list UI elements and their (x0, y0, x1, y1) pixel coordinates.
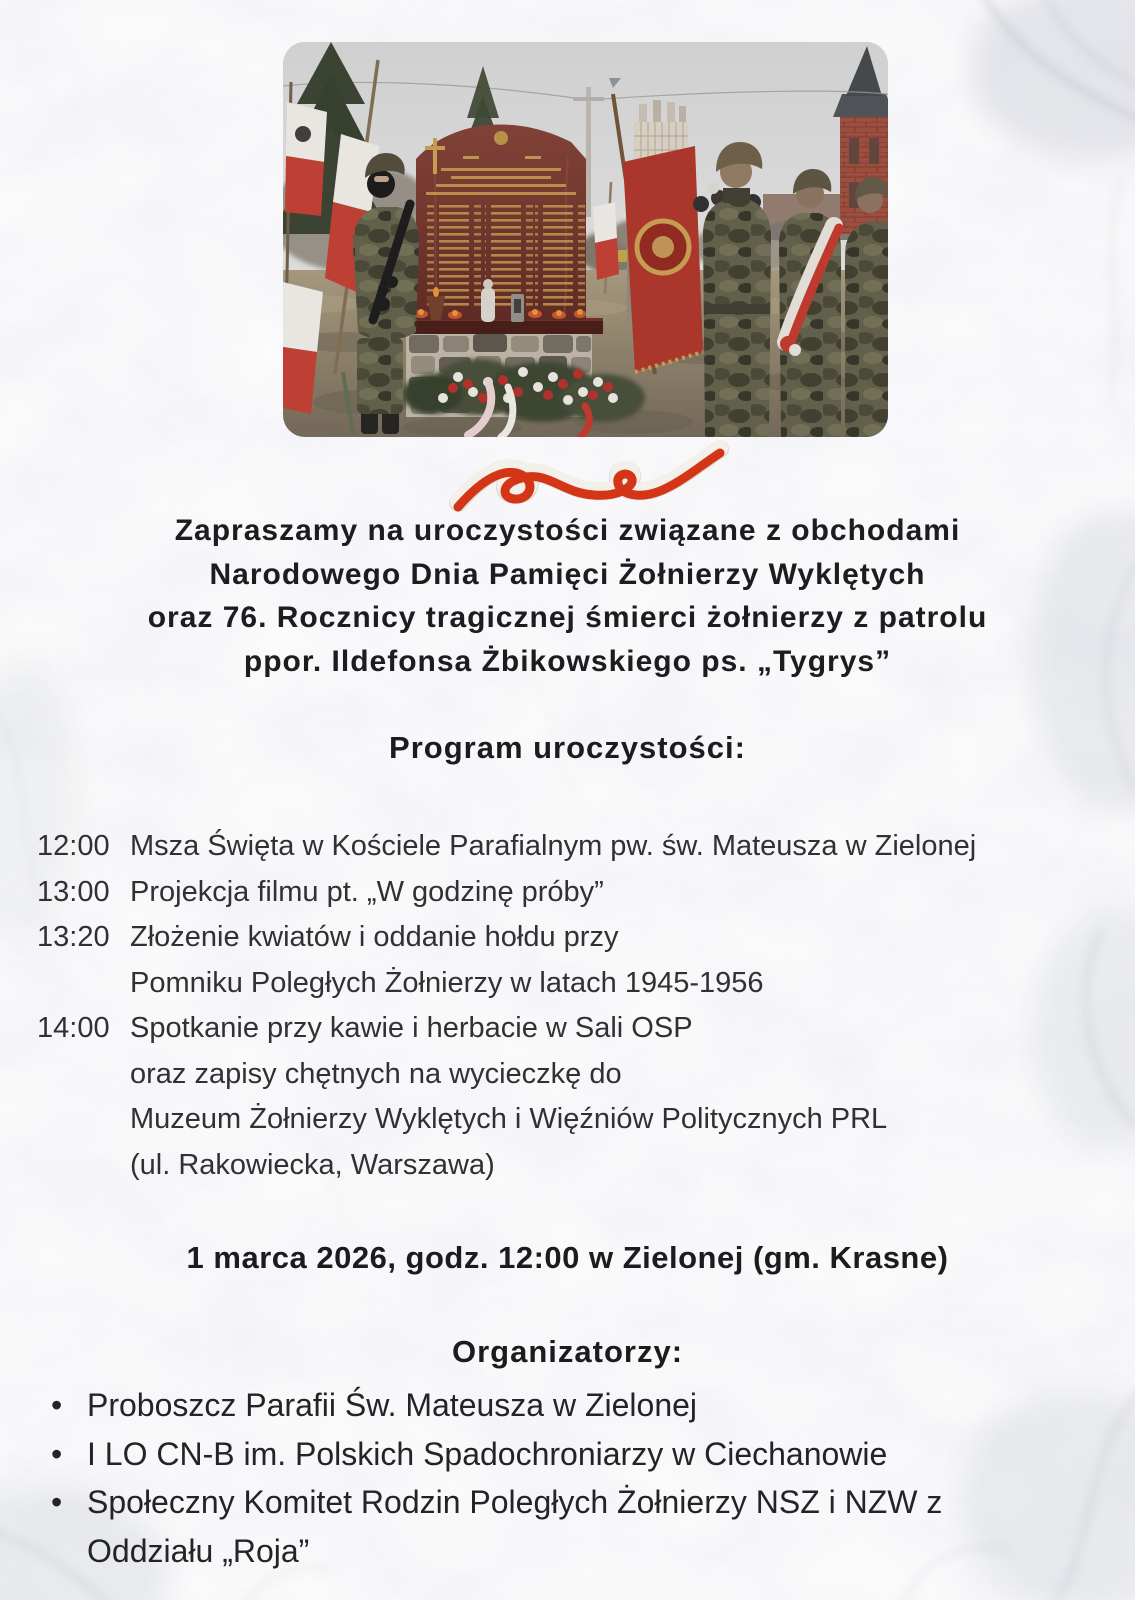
program-time: 13:20 (37, 921, 110, 953)
heading-line-4: ppor. Ildefonsa Żbikowskiego ps. „Tygrys” (243, 644, 892, 678)
bullet-icon: • (51, 1387, 63, 1423)
program-row (37, 915, 1117, 961)
organizer-item (51, 1478, 1091, 1575)
organizer-text: Proboszcz Parafii Św. Mateusza w Zielonej (87, 1387, 698, 1423)
program-text: (ul. Rakowiecka, Warszawa) (130, 1148, 495, 1181)
organizer-text: I LO CN-B im. Polskich Spadochroniarzy w Ciechanowie (87, 1435, 888, 1472)
event-date-line: 1 marca 2026, godz. 12:00 w Zielonej (gm. Krasne) (186, 1240, 949, 1275)
program-text: Pomniku Poległych Żołnierzy w latach 1945-1956 (130, 966, 764, 999)
program-time: 14:00 (37, 1012, 110, 1044)
program-text: Muzeum Żołnierzy Wyklętych i Więźniów Politycznych PRL (130, 1103, 888, 1135)
organizer-item (51, 1381, 1091, 1430)
program-text: Złożenie kwiatów i oddanie hołdu przy (130, 921, 619, 953)
program-row (37, 1052, 1117, 1098)
program-time (37, 1097, 130, 1143)
program-row (37, 870, 1117, 916)
program-row (37, 1006, 1117, 1052)
heading-line-3: oraz 76. Rocznicy tragicznej śmierci żołnierzy z patrolu (147, 601, 988, 634)
organizers-list (51, 1381, 1091, 1575)
program-time: 12:00 (37, 830, 110, 862)
program-text: Msza Święta w Kościele Parafialnym pw. św. Mateusza w Zielonej (130, 830, 977, 862)
program-row (37, 1097, 1117, 1143)
program-time: 13:00 (37, 875, 110, 908)
heading-line-2: Narodowego Dnia Pamięci Żołnierzy Wyklętych (209, 557, 926, 591)
bullet-icon: • (51, 1484, 63, 1520)
program-time (37, 961, 130, 1007)
program-row (37, 961, 1117, 1007)
invitation-heading (0, 509, 1135, 683)
program-text: Projekcja filmu pt. „W godzinę próby” (130, 875, 604, 908)
organizer-item (51, 1430, 1091, 1479)
ceremony-photo (283, 42, 888, 437)
heading-line-1: Zapraszamy na uroczystości związane z obchodami (174, 514, 961, 547)
polish-ribbon-decoration (448, 438, 733, 516)
program-title: Program uroczystości: (389, 730, 746, 765)
program-text: oraz zapisy chętnych na wycieczkę do (130, 1057, 622, 1090)
organizers-title: Organizatorzy: (451, 1334, 684, 1369)
program-time (37, 1052, 130, 1098)
program-row (37, 824, 1117, 870)
program-time (37, 1143, 130, 1189)
program-row (37, 1143, 1117, 1189)
organizer-text: Społeczny Komitet Rodzin Poległych Żołnierzy NSZ i NZW z Oddziału „Roja” (87, 1484, 943, 1569)
program-text: Spotkanie przy kawie i herbacie w Sali OSP (130, 1012, 693, 1044)
program-list (37, 824, 1117, 1188)
bullet-icon: • (51, 1435, 63, 1472)
